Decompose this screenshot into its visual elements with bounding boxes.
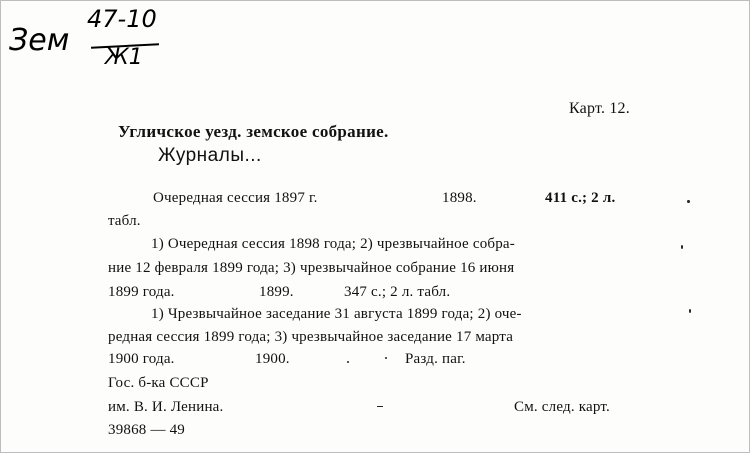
speck-1	[687, 200, 690, 203]
entry-3-year: 1900.	[255, 351, 290, 367]
handwritten-denominator: Ж1	[105, 45, 143, 70]
speck-6	[385, 357, 387, 359]
entry-3-pages: Разд. паг.	[405, 351, 466, 367]
entry-1-line-2: тaбл.	[108, 213, 141, 229]
entry-3-line-3: 1900 года.	[108, 351, 175, 367]
handwritten-numerator: 47-10	[87, 5, 157, 33]
speck-2	[681, 245, 683, 249]
speck-3	[689, 309, 691, 313]
entry-2-line-3: 1899 года.	[108, 284, 175, 300]
entry-1-pages: 411 с.; 2 л.	[545, 190, 616, 206]
entry-1-year: 1898.	[442, 190, 477, 206]
entry-2-line-2: ние 12 февраля 1899 года; 3) чрезвычайное собрание 16 июня	[108, 260, 515, 276]
entry-2-year: 1899.	[259, 284, 294, 300]
card-title: Угличское уезд. земское собрание.	[118, 122, 389, 141]
entry-2-pages: 347 с.; 2 л. табл.	[344, 284, 451, 300]
card-number: Карт. 12.	[569, 100, 630, 117]
card-subtitle: Журналы...	[158, 145, 262, 166]
library-call-number: 39868 — 49	[108, 422, 185, 438]
entry-2-line-1: 1) Очередная сессия 1898 года; 2) чрезвычайное собра-	[151, 236, 515, 252]
speck-5	[347, 361, 349, 363]
entry-3-line-2: редная сессия 1899 года; 3) чрезвычайное заседание 17 марта	[108, 329, 514, 345]
handwritten-prefix: Зем	[9, 23, 70, 58]
speck-4	[377, 406, 383, 407]
library-line-1: Гос. б-ка СССР	[108, 375, 209, 391]
library-line-2: им. В. И. Ленина.	[108, 399, 224, 415]
entry-3-line-1: 1) Чрезвычайное заседание 31 августа 1899 года; 2) оче-	[151, 306, 522, 322]
see-next-card: См. след. карт.	[514, 399, 610, 415]
entry-1-line-1: Очередная сессия 1897 г.	[153, 190, 318, 206]
